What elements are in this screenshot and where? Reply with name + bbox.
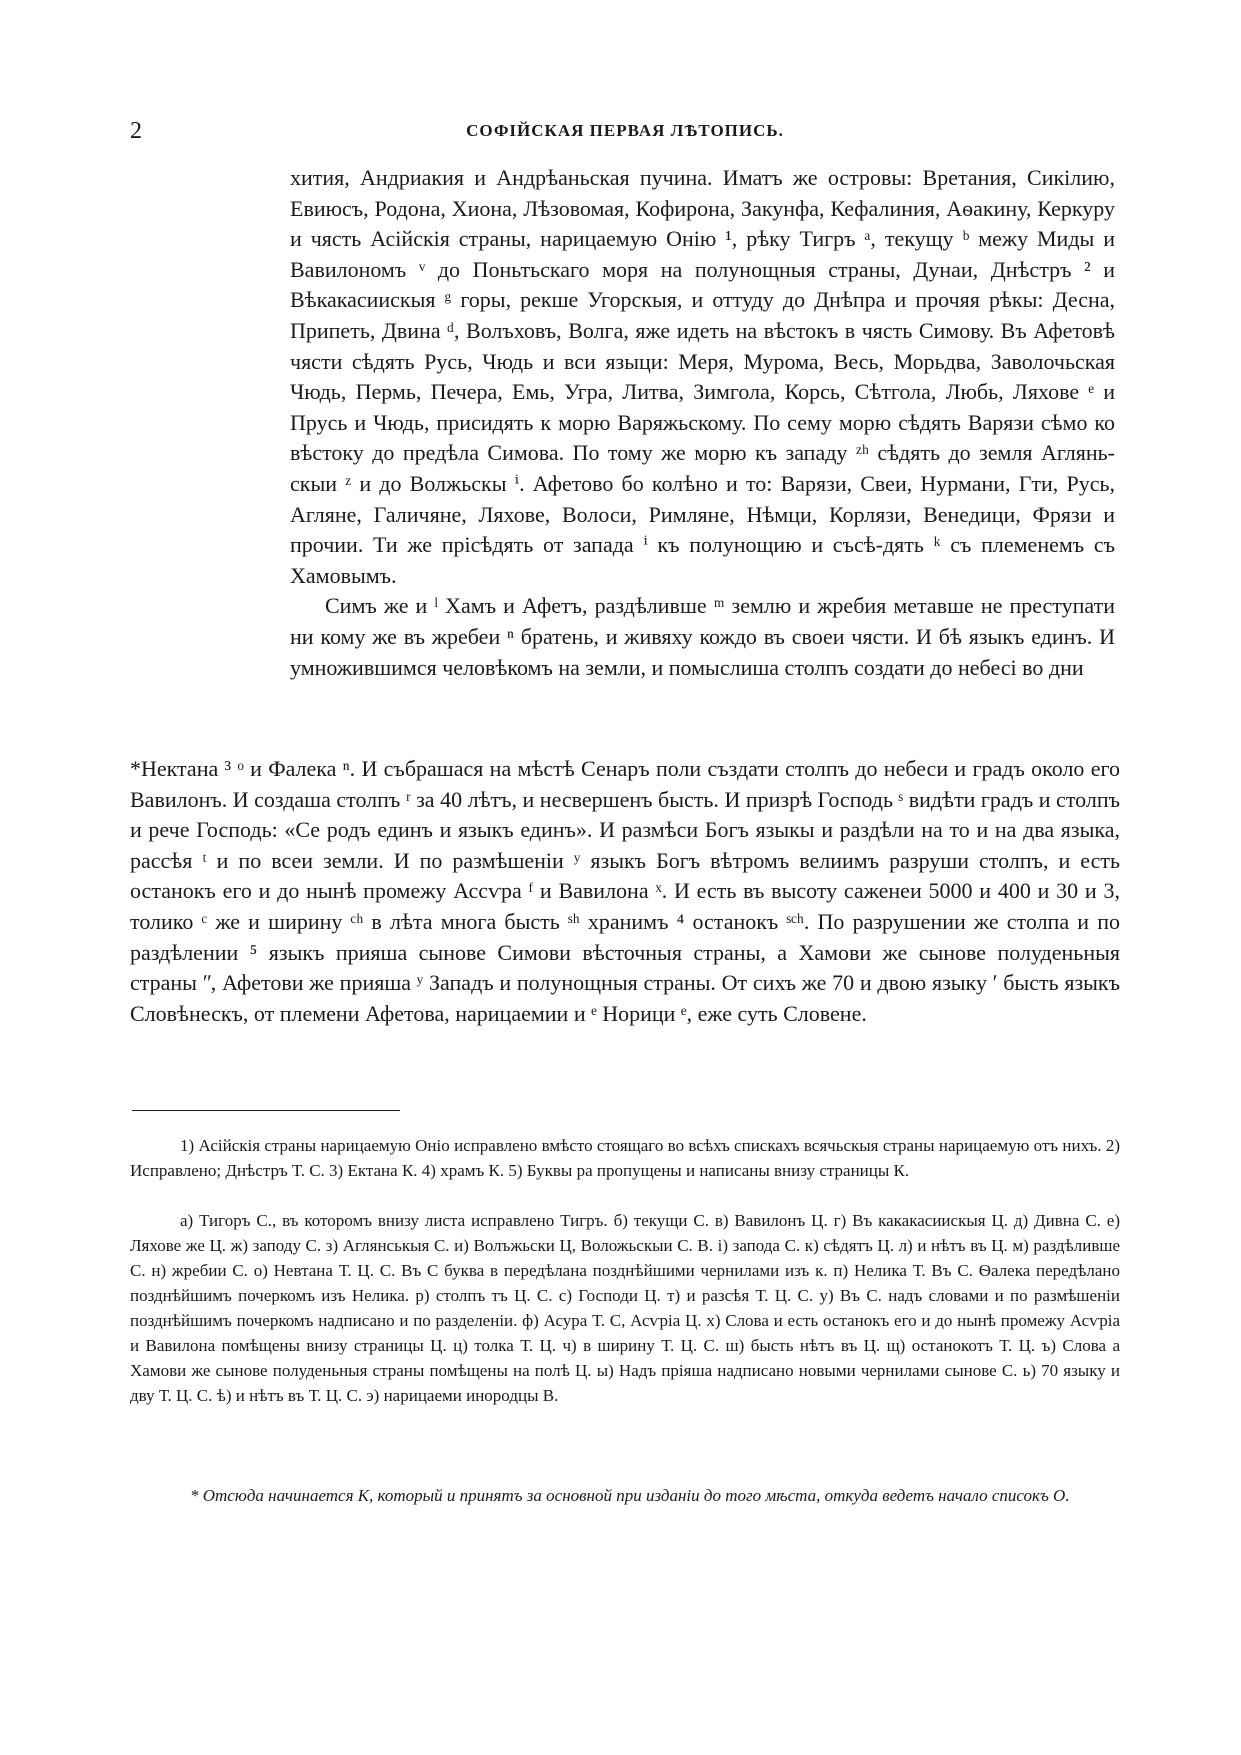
paragraph-3: *Нектана ³ ᵒ и Фалека ⁿ. И събрашася на мѣстѣ Сенаръ поли създати столпъ до небеси и градъ около его Вавилонъ. И создаша столпъ ʳ за 40 лѣтъ, и несвершенъ бысть. И призрѣ Господь ˢ видѣти градъ и столпъ и рече Господь: «Се родъ единъ и языкъ единъ». И размѣси Богъ языкы и раздѣли на то и на два языка, рассѣя ᵗ и по всеи земли. И по размѣшеніи ʸ языкъ Богъ вѣтромъ велиимъ разруши столпъ, и есть останокъ его и до нынѣ промежу Ассѵра ᶠ и Вавилона ˣ. И есть въ высоту саженеи 5000 и 400 и 30 и 3, толико ᶜ же и ширину ᶜʰ в лѣта многа бысть ˢʰ хранимъ ⁴ останокъ ˢᶜʰ. По разрушении же столпа и по раздѣлении ⁵ языкъ прияша сынове Симови вѣсточныя страны, а Хамови же сынове полуденьныя страны ʺ, Афетови же прияша ʸ Западъ и полунощныя страны. От сихъ же 70 и двою языку ʹ бысть языкъ Словѣнескъ, от племени Афетова, нарицаемии и ᵉ Норици ᵉ, еже суть Словене. bbox=[130, 756, 1120, 1026]
main-text-full-block bbox=[130, 754, 1120, 1029]
footnote-star-text: * Отсюда начинается К, который и принятъ за основной при изданіи до того мѣста, откуда ведетъ начало списокъ О. bbox=[190, 1486, 1070, 1505]
footnote-numbered-text: 1) Асійскія страны нарицаемую Оніо исправлено вмѣсто стоящаго во всѣхъ спискахъ всячьскыя страны нарицаемую отъ нихъ. 2) Исправлено; Днѣстръ Т. С. 3) Ектана К. 4) храмъ К. 5) Буквы ра пропущены и написаны внизу страницы К. bbox=[130, 1136, 1120, 1180]
page-header bbox=[130, 118, 1120, 148]
paragraph-2: Симъ же и ˡ Хамъ и Афетъ, раздѣливше ᵐ землю и жребия метавше не преступати ни кому же въ жребеи ⁿ братень, и живяху кождо въ своеи чясти. И бѣ языкъ единъ. И умножившимся человѣкомъ на земли, и помыслиша столпъ создати до небесі во дни bbox=[290, 593, 1115, 680]
page-number: 2 bbox=[130, 118, 142, 144]
footnote-divider bbox=[132, 1110, 400, 1111]
footnote-lettered-text: а) Тигоръ С., въ которомъ внизу листа исправлено Тигръ. б) текущи С. в) Вавилонъ Ц. г) Въ какакасиискыя Ц. д) Дивна С. е) Ляхове же Ц. ж) заподу С. з) Аглянськыя С. и) Волъжьски Ц, Воложьскыи С. В. і) запода С. к) сѣдятъ Ц. л) и нѣтъ въ Ц. м) раздѣливше С. н) жребии С. о) Невтана Т. Ц. С. Въ С буква в передѣлана позднѣйшими чернилами изъ к. п) Нелика Т. Въ С. Ѳалека передѣлано позднѣйшимъ почеркомъ изъ Нелика. р) столпъ тъ Ц. С. с) Господи Ц. т) и разсѣя Т. Ц. С. у) Въ С. надъ словами и по размѣшеніи позднѣйшимъ почеркомъ надписано и по разделеніи. ф) Асура Т. С, Асѵріа Ц. х) Слова и есть останокъ его и до нынѣ промежу Асѵріа и Вавилона помѣщены внизу страницы Ц. ц) толка Т. Ц. ч) в ширину Т. Ц. С. ш) бысть нѣтъ въ Ц. щ) останокотъ Т. Ц. ъ) Слова а Хамови же сынове полуденьныя страны помѣщены на полѣ Ц. ы) Надъ пріяша надписано новыми чернилами сынове С. ь) 70 языку и дву Т. Ц. С. ѣ) и нѣтъ въ Т. Ц. С. э) нарицаеми инородцы В. bbox=[130, 1211, 1120, 1405]
numbered-footnotes bbox=[130, 1133, 1120, 1183]
star-footnote bbox=[130, 1483, 1120, 1508]
lettered-footnotes bbox=[130, 1208, 1120, 1408]
running-title: СОФІЙСКАЯ ПЕРВАЯ ЛѢТОПИСЬ. bbox=[466, 121, 784, 140]
main-text-indented-block bbox=[290, 163, 1115, 683]
paragraph-1: хития, Андриакия и Андрѣаньская пучина. Иматъ же островы: Вретания, Сикілию, Евиюсъ, Родона, Хиона, Лѣзовомая, Кофирона, Закунфа, Кефалиния, Аѳакину, Керкуру и чясть Асійскія страны, нарицаемую Онію ¹, рѣку Тигръ ᵃ, текущу ᵇ межу Миды и Вавилономъ ᵛ до Поньтьскаго моря на полунощныя страны, Дунаи, Днѣстръ ² и Вѣкакасиискыя ᵍ горы, рекше Угорскыя, и оттуду до Днѣпра и прочяя рѣкы: Десна, Припеть, Двина ᵈ, Волъховъ, Волга, яже идеть на вѣстокъ в чясть Симову. Въ Афетовѣ чясти сѣдять Русь, Чюдь и вси языци: Меря, Мурома, Весь, Морьдва, Заволочьская Чюдь, Пермь, Печера, Емь, Угра, Литва, Зимгола, Корсь, Сѣтгола, Любь, Ляхове ᵉ и Прусь и Чюдь, присидять к морю Варяжьскому. По сему морю сѣдять Варязи сѣмо ко вѣстоку до предѣла Симова. По тому же морю къ западу ᶻʰ сѣдять до земля Аглянь-скыи ᶻ и до Волжьскы ⁱ. Афетово бо колѣно и то: Варязи, Свеи, Нурмани, Гти, Русь, Агляне, Галичяне, Ляхове, Волоси, Римляне, Нѣмци, Корлязи, Венедици, Фрязи и прочии. Ти же прісѣдять от запада ⁱ къ полунощию и съсѣ-дять ᵏ съ племенемъ съ Хамовымъ. bbox=[290, 165, 1115, 588]
